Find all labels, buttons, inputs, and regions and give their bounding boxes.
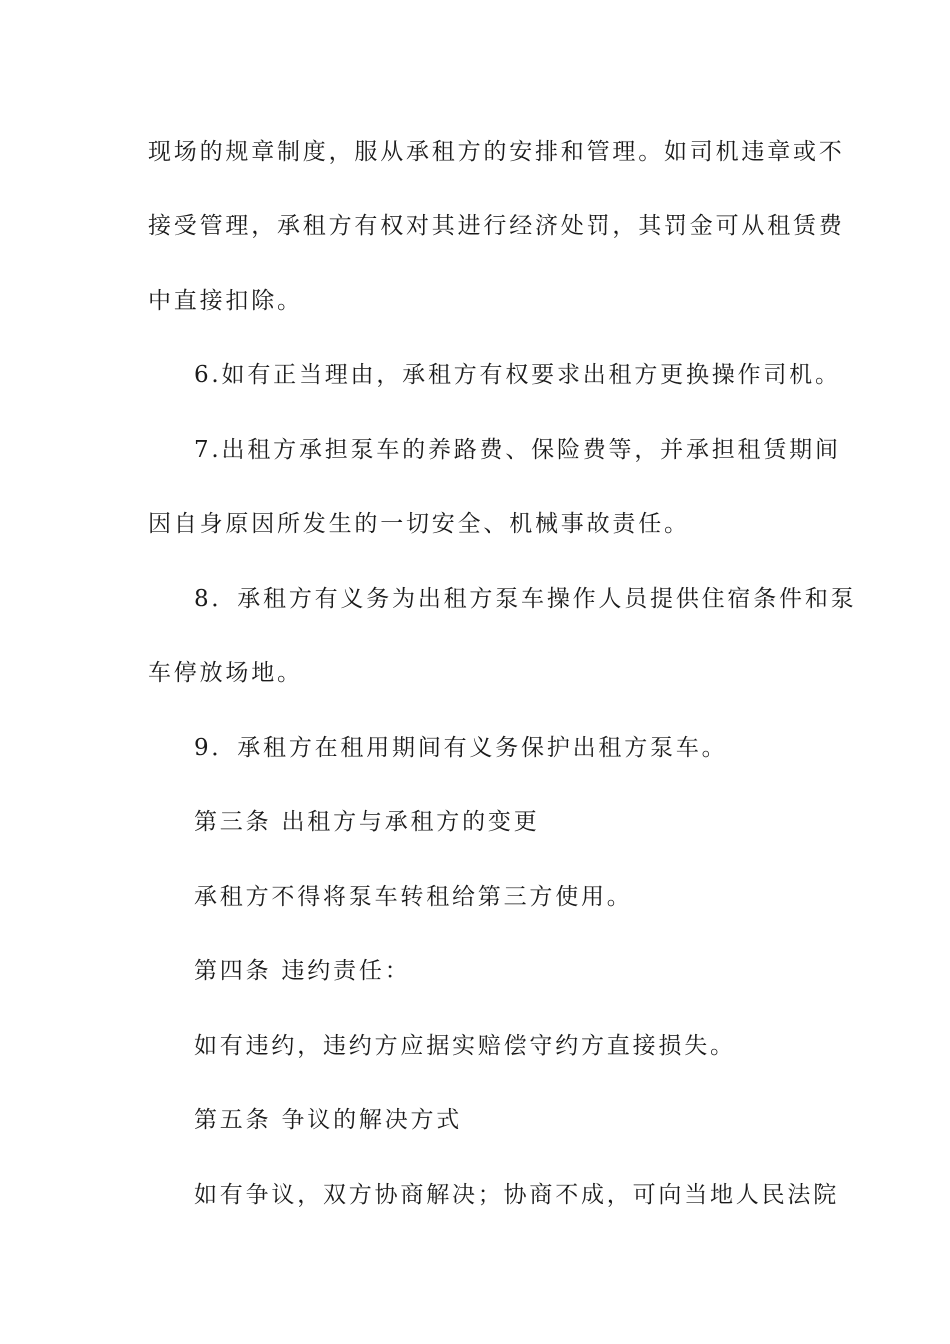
text-line: 6.如有正当理由，承租方有权要求出租方更换操作司机。 <box>194 362 841 388</box>
text-line: 接受管理，承租方有权对其进行经济处罚，其罚金可从租赁费 <box>148 213 845 239</box>
text-line: 现场的规章制度，服从承租方的安排和管理。如司机违章或不 <box>148 139 845 165</box>
text-line: 车停放场地。 <box>148 660 303 686</box>
text-line: 如有争议，双方协商解决；协商不成，可向当地人民法院 <box>194 1182 839 1208</box>
text-line: 9．承租方在租用期间有义务保护出租方泵车。 <box>194 735 728 761</box>
section-heading: 第五条 争议的解决方式 <box>194 1107 463 1133</box>
text-line: 如有违约，违约方应据实赔偿守约方直接损失。 <box>194 1033 736 1059</box>
text-line: 8．承租方有义务为出租方泵车操作人员提供住宿条件和泵 <box>194 586 857 612</box>
text-line: 7.出租方承担泵车的养路费、保险费等，并承担租赁期间 <box>194 437 841 463</box>
text-line: 因自身原因所发生的一切安全、机械事故责任。 <box>148 511 690 537</box>
text-line: 中直接扣除。 <box>148 288 303 314</box>
text-line: 承租方不得将泵车转租给第三方使用。 <box>194 884 633 910</box>
section-heading: 第三条 出租方与承租方的变更 <box>194 809 540 835</box>
section-heading: 第四条 违约责任： <box>194 958 411 984</box>
